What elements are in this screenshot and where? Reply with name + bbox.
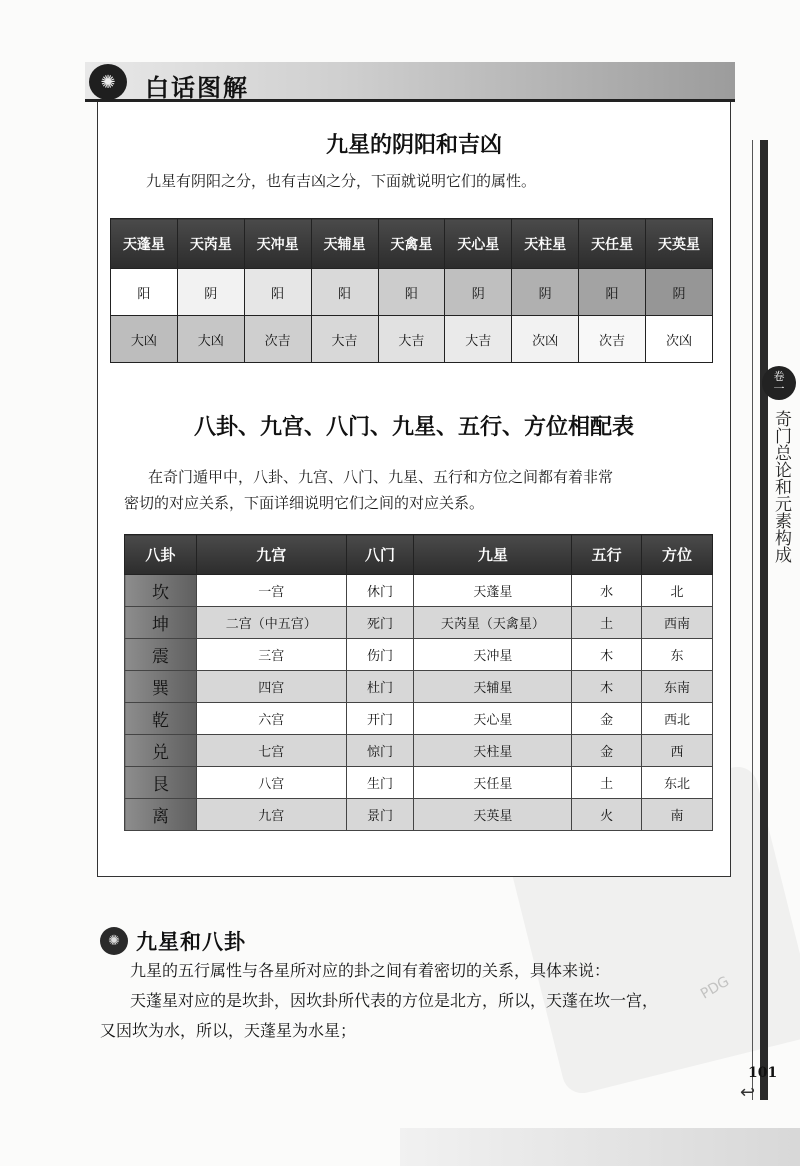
- bottom-strip: [400, 1128, 800, 1166]
- yinyang-fortune-table: [110, 218, 713, 363]
- wuxing-cell: 木: [572, 671, 642, 703]
- fangwei-cell: 西北: [642, 703, 713, 735]
- section1-title: 九星的阴阳和吉凶: [325, 133, 502, 158]
- fortune-cell: 次吉: [579, 316, 646, 363]
- xing-cell: 天芮星（天禽星）: [414, 607, 572, 639]
- fortune-row: [111, 316, 713, 363]
- yinyang-cell: 阳: [311, 269, 378, 316]
- chapter-badge: [762, 366, 796, 400]
- gong-cell: 六宫: [196, 703, 346, 735]
- yinyang-cell: 阴: [445, 269, 512, 316]
- fangwei-cell: 西南: [642, 607, 713, 639]
- fangwei-cell: 东北: [642, 767, 713, 799]
- table-row: [125, 767, 713, 799]
- gong-cell: 七宫: [196, 735, 346, 767]
- gua-cell: 离: [125, 799, 197, 831]
- men-cell: 景门: [346, 799, 414, 831]
- section1-intro: 九星有阴阳之分，也有吉凶之分，下面就说明它们的属性。: [146, 172, 537, 190]
- fangwei-cell: 西: [642, 735, 713, 767]
- star-header: 天蓬星: [111, 219, 178, 269]
- wuxing-cell: 土: [572, 767, 642, 799]
- gong-cell: 八宫: [196, 767, 346, 799]
- section3-title: 九星和八卦: [136, 930, 246, 954]
- xing-cell: 天任星: [414, 767, 572, 799]
- section3-line1: 九星的五行属性与各星所对应的卦之间有着密切的关系，具体来说：: [130, 961, 611, 980]
- column-header: 八门: [346, 535, 414, 575]
- men-cell: 惊门: [346, 735, 414, 767]
- table-header-row: [111, 219, 713, 269]
- men-cell: 生门: [346, 767, 414, 799]
- yinyang-cell: 阳: [378, 269, 445, 316]
- yinyang-cell: 阳: [244, 269, 311, 316]
- wuxing-cell: 金: [572, 735, 642, 767]
- gua-cell: 坤: [125, 607, 197, 639]
- xing-cell: 天柱星: [414, 735, 572, 767]
- gua-cell: 坎: [125, 575, 197, 607]
- correspondence-table: [124, 534, 713, 831]
- table-row: [125, 799, 713, 831]
- star-header: 天英星: [646, 219, 713, 269]
- table-row: [125, 671, 713, 703]
- swirl-bullet-icon: ✺: [100, 927, 128, 955]
- xing-cell: 天冲星: [414, 639, 572, 671]
- gong-cell: 九宫: [196, 799, 346, 831]
- section2-title: 八卦、九宫、八门、九星、五行、方位相配表: [193, 415, 634, 440]
- star-header: 天柱星: [512, 219, 579, 269]
- xing-cell: 天蓬星: [414, 575, 572, 607]
- wuxing-cell: 土: [572, 607, 642, 639]
- fangwei-cell: 南: [642, 799, 713, 831]
- column-header: 八卦: [125, 535, 197, 575]
- men-cell: 开门: [346, 703, 414, 735]
- men-cell: 伤门: [346, 639, 414, 671]
- chapter-badge-bottom: 一: [773, 382, 785, 395]
- watermark-text: PDG: [698, 973, 733, 1003]
- section3-line2: 天蓬星对应的是坎卦，因坎卦所代表的方位是北方，所以，天蓬在坎一宫，: [130, 991, 659, 1010]
- page-number: 101: [748, 1065, 778, 1081]
- section3-line3: 又因坎为水，所以，天蓬星为水星；: [100, 1021, 357, 1040]
- column-header: 五行: [572, 535, 642, 575]
- yinyang-cell: 阳: [111, 269, 178, 316]
- section3-heading: [100, 926, 246, 956]
- column-header: 九星: [414, 535, 572, 575]
- star-header: 天禽星: [378, 219, 445, 269]
- column-header: 九宫: [196, 535, 346, 575]
- column-header: 方位: [642, 535, 713, 575]
- fangwei-cell: 东: [642, 639, 713, 671]
- fortune-cell: 次凶: [512, 316, 579, 363]
- yinyang-cell: 阴: [512, 269, 579, 316]
- swirl-logo-icon: ✺: [89, 64, 127, 100]
- fortune-cell: 大凶: [111, 316, 178, 363]
- section2-intro-line2: 密切的对应关系，下面详细说明它们之间的对应关系。: [124, 494, 485, 512]
- gua-cell: 艮: [125, 767, 197, 799]
- gong-cell: 二宫（中五宫）: [196, 607, 346, 639]
- gua-cell: 兑: [125, 735, 197, 767]
- chapter-title: 奇门总论和元素构成: [771, 410, 791, 563]
- wuxing-cell: 水: [572, 575, 642, 607]
- xing-cell: 天心星: [414, 703, 572, 735]
- gong-cell: 一宫: [196, 575, 346, 607]
- table-row: [125, 703, 713, 735]
- xing-cell: 天英星: [414, 799, 572, 831]
- fortune-cell: 大吉: [311, 316, 378, 363]
- fangwei-cell: 北: [642, 575, 713, 607]
- gong-cell: 四宫: [196, 671, 346, 703]
- header-title: 白话图解: [145, 74, 249, 102]
- table-row: [125, 575, 713, 607]
- gua-cell: 震: [125, 639, 197, 671]
- gong-cell: 三宫: [196, 639, 346, 671]
- star-header: 天任星: [579, 219, 646, 269]
- fortune-cell: 大吉: [378, 316, 445, 363]
- section2-intro-line1: 在奇门遁甲中，八卦、九宫、八门、九星、五行和方位之间都有着非常: [148, 468, 614, 486]
- wuxing-cell: 火: [572, 799, 642, 831]
- men-cell: 死门: [346, 607, 414, 639]
- men-cell: 休门: [346, 575, 414, 607]
- men-cell: 杜门: [346, 671, 414, 703]
- star-header: 天芮星: [177, 219, 244, 269]
- star-header: 天心星: [445, 219, 512, 269]
- fortune-cell: 大吉: [445, 316, 512, 363]
- chapter-badge-top: 卷: [773, 370, 785, 383]
- yinyang-row: [111, 269, 713, 316]
- xing-cell: 天辅星: [414, 671, 572, 703]
- wuxing-cell: 木: [572, 639, 642, 671]
- yinyang-cell: 阳: [579, 269, 646, 316]
- yinyang-cell: 阴: [177, 269, 244, 316]
- star-header: 天冲星: [244, 219, 311, 269]
- header-bar: [85, 62, 735, 102]
- table-header-row: [125, 535, 713, 575]
- page-swirl-icon: ↩: [740, 1082, 756, 1103]
- fortune-cell: 大凶: [177, 316, 244, 363]
- gua-cell: 乾: [125, 703, 197, 735]
- yinyang-cell: 阴: [646, 269, 713, 316]
- gua-cell: 巽: [125, 671, 197, 703]
- table-row: [125, 735, 713, 767]
- table-row: [125, 607, 713, 639]
- fortune-cell: 次凶: [646, 316, 713, 363]
- fangwei-cell: 东南: [642, 671, 713, 703]
- star-header: 天辅星: [311, 219, 378, 269]
- wuxing-cell: 金: [572, 703, 642, 735]
- fortune-cell: 次吉: [244, 316, 311, 363]
- table-row: [125, 639, 713, 671]
